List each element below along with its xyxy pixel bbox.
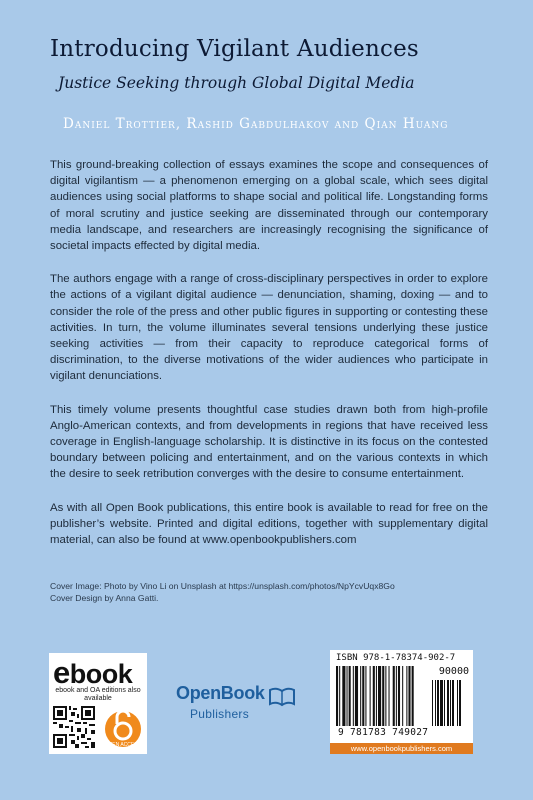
blurb-paragraph: This ground-breaking collection of essays examines the scope and consequences of digital vigilantism — a phenomenon emerging on a global scale, which sees digital audiences using social platforms to shape social and political life. Longstanding forms of moral scrutiny and justice seeking are disseminated through our contemporary media landscape, and researchers are increasingly recognising the significance of societal impacts effected by digital media. (50, 159, 488, 253)
cover-design-credit: Cover Design by Anna Gatti. (50, 593, 159, 603)
book-subtitle: Justice Seeking through Global Digital Media (58, 74, 415, 92)
blurb (50, 157, 488, 565)
cover-image-credit: Cover Image: Photo by Vino Li on Unsplash at https://unsplash.com/photos/NpYcvUqx8Go (50, 581, 395, 591)
publisher-name: Publishers (190, 707, 250, 721)
open-book-icon (268, 685, 296, 707)
cover-credits (50, 580, 490, 604)
ebook-logo-e: e (53, 655, 70, 690)
ebook-logo (53, 655, 132, 691)
ebook-badge (49, 653, 147, 754)
blurb-paragraph: The authors engage with a range of cross-disciplinary perspectives in order to explore the actions of a vigilant digital audience — denunciation, shaming, doxing — and to consider the role of the press and other public figures in supporting or contesting these activities. In turn, the volume illuminates several tensions underlying these justice seeking activities — from their capacity to reproduce categorical forms of discrimination, to the diverse motivations of the wider audiences who participate in vigilant denunciations. (50, 273, 488, 383)
blurb-paragraph: This timely volume presents thoughtful case studies drawn both from high-profile Anglo-American contexts, and from developments in regions that have received less coverage in English-language scholarship. It is distinctive in its focus on the contested boundary between policing and entertainment, and on the various contexts in which the desire to seek retribution converges with the desire to consume entertainment. (50, 403, 488, 481)
open-access-icon (103, 707, 143, 749)
blurb-paragraph: As with all Open Book publications, this entire book is available to read for free on the publisher’s website. Printed and digital editions, together with supplementary digital material, can also be found at www.openbookpublishers.com (50, 501, 488, 547)
publisher-wordmark: OpenBook (176, 683, 265, 703)
isbn-barcode (330, 650, 473, 754)
open-access-label: OPEN ACCESS (105, 742, 141, 748)
barcode-digits: 9 781783 749027 (338, 727, 429, 738)
ebook-note: ebook and OA editions also available (55, 687, 141, 702)
publisher-logo (176, 683, 306, 727)
book-title: Introducing Vigilant Audiences (50, 36, 419, 62)
ebook-logo-word: book (69, 659, 133, 689)
barcode-price-code: 90000 (438, 666, 469, 677)
book-authors: Daniel Trottier, Rashid Gabdulhakov and Qian Huang (63, 116, 449, 132)
isbn-number: ISBN 978-1-78374-902-7 (336, 653, 456, 663)
publisher-url-strip[interactable]: www.openbookpublishers.com (330, 743, 473, 754)
qr-code-icon[interactable] (53, 706, 95, 748)
